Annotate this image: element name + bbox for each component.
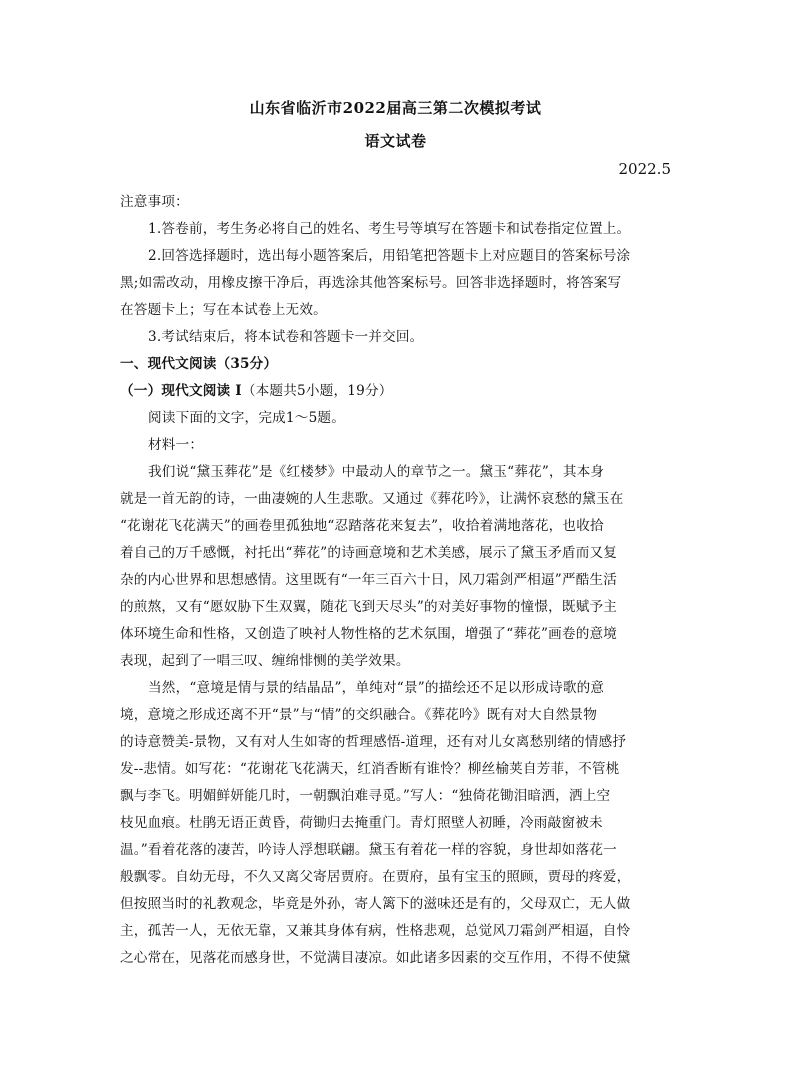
paragraph-line: 温。”看着花落的凄苦，吟诗人浮想联翩。黛玉有着花一样的容貌，身世却如落花一 [120,842,617,858]
notice-item: 1.答卷前，考生务必将自己的姓名、考生号等填写在答题卡和试卷指定位置上。 [148,221,631,237]
paragraph-line: 杂的内心世界和思想感情。这里既有“一年三百六十日，风刀霜剑严相逼”严酷生活 [120,572,618,588]
paragraph-line: 但按照当时的礼教观念，毕竟是外孙，寄人篱下的滋味还是有的，父母双亡，无人做 [120,896,631,912]
subsection-note: （本题共5小题，19分） [241,383,393,399]
exam-title: 山东省临沂市2022届高三第二次模拟考试 [249,99,542,117]
paragraph-line: 表现，起到了一唱三叹、缠绵悱恻的美学效果。 [120,653,410,669]
subsection-heading [120,379,672,399]
paragraph-line: 的煎熬，又有“愿奴胁下生双翼，随花飞到天尽头”的对美好事物的憧憬，既赋予主 [120,599,618,615]
notice-heading: 注意事项： [120,194,189,210]
paragraph-line: 般飘零。自幼无母，不久又离父寄居贾府。在贾府，虽有宝玉的照顾，贾母的疼爱， [120,869,631,885]
paragraph-line: 主，孤苦一人，无依无靠，又兼其身体有病，性格悲观，总觉风刀霜剑严相逼，自怜 [120,923,631,939]
notice-item: 3.考试结束后，将本试卷和答题卡一并交回。 [148,329,424,345]
paragraph-line: 体环境生命和性格，又创造了映衬人物性格的艺术氛围，增强了“葬花”画卷的意境 [120,626,618,642]
paragraph-line: 我们说“黛玉葬花”是《红楼梦》中最动人的章节之一。黛玉“葬花”，其本身 [148,464,605,480]
paragraph-line: 发--悲情。如写花：“花谢花飞花满天，红消香断有谁怜？柳丝榆荚自芳菲，不管桃 [120,761,620,777]
paragraph-line: 的诗意赞美-景物，又有对人生如寄的哲理感悟-道理，还有对儿女离愁别绪的情感抒 [120,734,627,750]
section-heading: 一、现代文阅读（35分） [120,356,278,372]
notice-item-continued: 在答题卡上；写在本试卷上无效。 [120,302,327,318]
material-label: 材料一： [148,437,204,453]
paragraph-line: 枝见血痕。杜鹃无语正黄昏，荷锄归去掩重门。青灯照壁人初睡，冷雨敲窗被未 [120,815,603,831]
paragraph-line: 就是一首无韵的诗，一曲凄婉的人生悲歌。又通过《葬花吟》，让满怀哀愁的黛玉在 [120,491,624,507]
paragraph-line: 飘与李飞。明媚鲜妍能几时，一朝飘泊难寻觅。”写人：“独倚花锄泪暗洒，洒上空 [120,788,611,804]
exam-subtitle: 语文试卷 [364,132,427,150]
paragraph-line: “花谢花飞花满天”的画卷里孤独地“忍踏落花来复去”，收拾着满地落花，也收拾 [120,518,604,534]
paragraph-line: 境，意境之形成还离不开“景”与“情”的交织融合。《葬花吟》既有对大自然景物 [120,707,597,723]
reading-instruction: 阅读下面的文字，完成1～5题。 [148,410,346,426]
paragraph-line: 着自己的万千感慨，衬托出“葬花”的诗画意境和艺术美感，展示了黛玉矛盾而又复 [120,545,618,561]
notice-item: 2.回答选择题时，选出每小题答案后，用铅笔把答题卡上对应题目的答案标号涂 [148,248,631,264]
subsection-title: （一）现代文阅读 Ⅰ [120,383,242,399]
notice-item-continued: 黑;如需改动，用橡皮擦干净后，再选涂其他答案标号。回答非选择题时，将答案写 [120,275,622,291]
paragraph-line: 当然，“意境是情与景的结晶品”，单纯对“景”的描绘还不足以形成诗歌的意 [148,680,605,696]
exam-date: 2022.5 [618,160,671,178]
paragraph-line: 之心常在，见落花而感身世，不觉满目凄凉。如此诸多因素的交互作用，不得不使黛 [120,950,631,966]
